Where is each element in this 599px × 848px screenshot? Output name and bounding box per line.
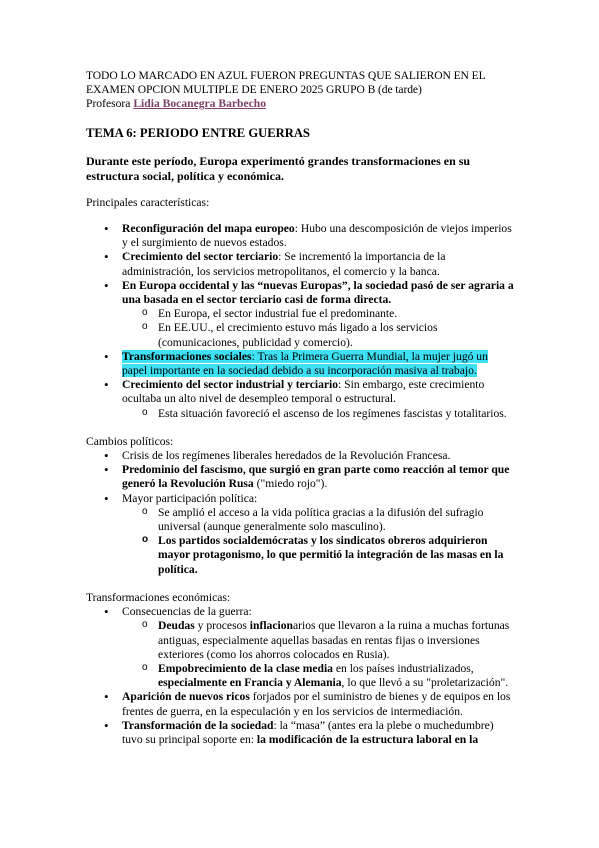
item-bold: Deudas: [158, 619, 195, 633]
item-bold: Transformaciones sociales: [122, 349, 252, 363]
item-text: en los países industrializados,: [332, 661, 474, 675]
politicos-list: [86, 449, 514, 577]
sublist-item: [122, 619, 514, 662]
item-bold: Crecimiento del sector terciario: [122, 250, 279, 264]
list-item: [86, 463, 514, 491]
list-item: [86, 492, 514, 577]
sublist-item: [122, 662, 514, 690]
principales-list: [86, 222, 514, 421]
item-text: : Sin embargo, este crecimiento ocultaba un alto nivel de desempleo temporal o estructural.: [122, 378, 485, 406]
politicos-heading: Cambios políticos:: [86, 434, 174, 448]
header-line-1: TODO LO MARCADO EN AZUL FUERON PREGUNTAS QUE SALIERON EN EL: [86, 69, 486, 82]
item-text: forjados por el suministro de bienes y de equipos en los frentes de guerra, en la especulación y en los servicios de intermediación.: [122, 690, 511, 718]
item-text: : la “masa” (antes era la plebe o muchedumbre) tuvo su principal soporte en:: [122, 718, 494, 746]
sublist: [122, 307, 514, 350]
list-item: • Crisis de los regímenes liberales heredados de la Revolución Francesa.: [86, 449, 514, 463]
sublist-item: o Los partidos socialdemócratas y los sindicatos obreros adquirieron mayor protagonismo, lo que permitió la integración de las masas en la política.: [122, 534, 514, 577]
item-bold: Predominio del fascismo, que surgió en gran parte como reacción al temor que generó la Revolución Rusa: [122, 463, 510, 491]
item-bold: la modificación de la estructura laboral en la: [256, 732, 479, 746]
highlighted-text: [122, 350, 488, 377]
list-item: [86, 605, 514, 690]
sublist-item: o En Europa, el sector industrial fue el predominante.: [122, 307, 514, 321]
item-text: Consecuencias de la guerra:: [122, 605, 252, 619]
economicas-heading: Transformaciones económicas:: [86, 590, 231, 604]
item-bold: Aparición de nuevos ricos: [122, 690, 250, 704]
item-bold: especialmente en Francia y Alemania: [158, 676, 342, 690]
list-item: [86, 690, 514, 718]
list-item: [86, 719, 514, 747]
item-text: : Tras la Primera Guerra Mundial, la mujer jugó un papel importante en la sociedad debido a su incorporación masiva al trabajo.: [122, 349, 488, 378]
item-text: : Hubo una descomposición de viejos imperios y el surgimiento de nuevos estados.: [122, 222, 512, 250]
document-body: [86, 69, 514, 747]
sublist-item: o Se amplió el acceso a la vida política gracias a la difusión del sufragio universal (aunque generalmente solo masculino).: [122, 506, 514, 534]
sublist-item: o Esta situación favoreció el ascenso de los regímenes fascistas y totalitarios.: [122, 407, 514, 421]
list-item: [86, 279, 514, 350]
item-bold: Reconfiguración del mapa europeo: [122, 222, 295, 236]
sublist: [122, 619, 514, 690]
item-bold: Crecimiento del sector industrial y terciario: [122, 378, 339, 392]
item-bold: En Europa occidental y las “nuevas Europas”, la sociedad pasó de ser agraria a una basada en el sector terciario casi de forma directa.: [122, 278, 514, 307]
professor-label: Profesora: [86, 97, 134, 111]
item-bold: inflacion: [249, 619, 293, 633]
list-item: [86, 250, 514, 278]
list-item: [86, 222, 514, 250]
item-text: arios que llevaron a la ruina a muchas fortunas antiguas, especialmente aquellas basadas en rentas fijas o inversiones exteriores (como los ahorros colocados en Rusia).: [158, 619, 510, 661]
sublist: [122, 506, 514, 577]
item-bold: Transformación de la sociedad: [122, 718, 274, 732]
item-text: : Se incrementó la importancia de la administración, los servicios metropolitanos, el comercio y la banca.: [122, 250, 446, 278]
item-text: , lo que llevó a su "proletarización".: [341, 676, 509, 690]
item-bold: Empobrecimiento de la clase media: [158, 661, 333, 675]
principales-heading: Principales características:: [86, 195, 210, 209]
sublist: [122, 407, 514, 421]
list-item: [86, 378, 514, 421]
list-item-highlighted: [86, 350, 514, 378]
document-title: TEMA 6: PERIODO ENTRE GUERRAS: [86, 125, 310, 140]
item-text: Mayor participación política:: [122, 491, 258, 505]
item-text: ("miedo rojo").: [253, 477, 328, 491]
professor-line: [86, 97, 514, 111]
item-text: y procesos: [194, 619, 250, 633]
header-line-2: EXAMEN OPCION MULTIPLE DE ENERO 2025 GRUPO B (de tarde): [86, 83, 422, 97]
professor-name-link[interactable]: Lidia Bocanegra Barbecho: [133, 97, 267, 111]
intro-paragraph: Durante este período, Europa experimentó grandes transformaciones en su estructura social, política y económica.: [86, 153, 471, 183]
sublist-item: o En EE.UU., el crecimiento estuvo más ligado a los servicios (comunicaciones, publicidad y comercio).: [122, 321, 514, 349]
economicas-list: [86, 605, 514, 747]
